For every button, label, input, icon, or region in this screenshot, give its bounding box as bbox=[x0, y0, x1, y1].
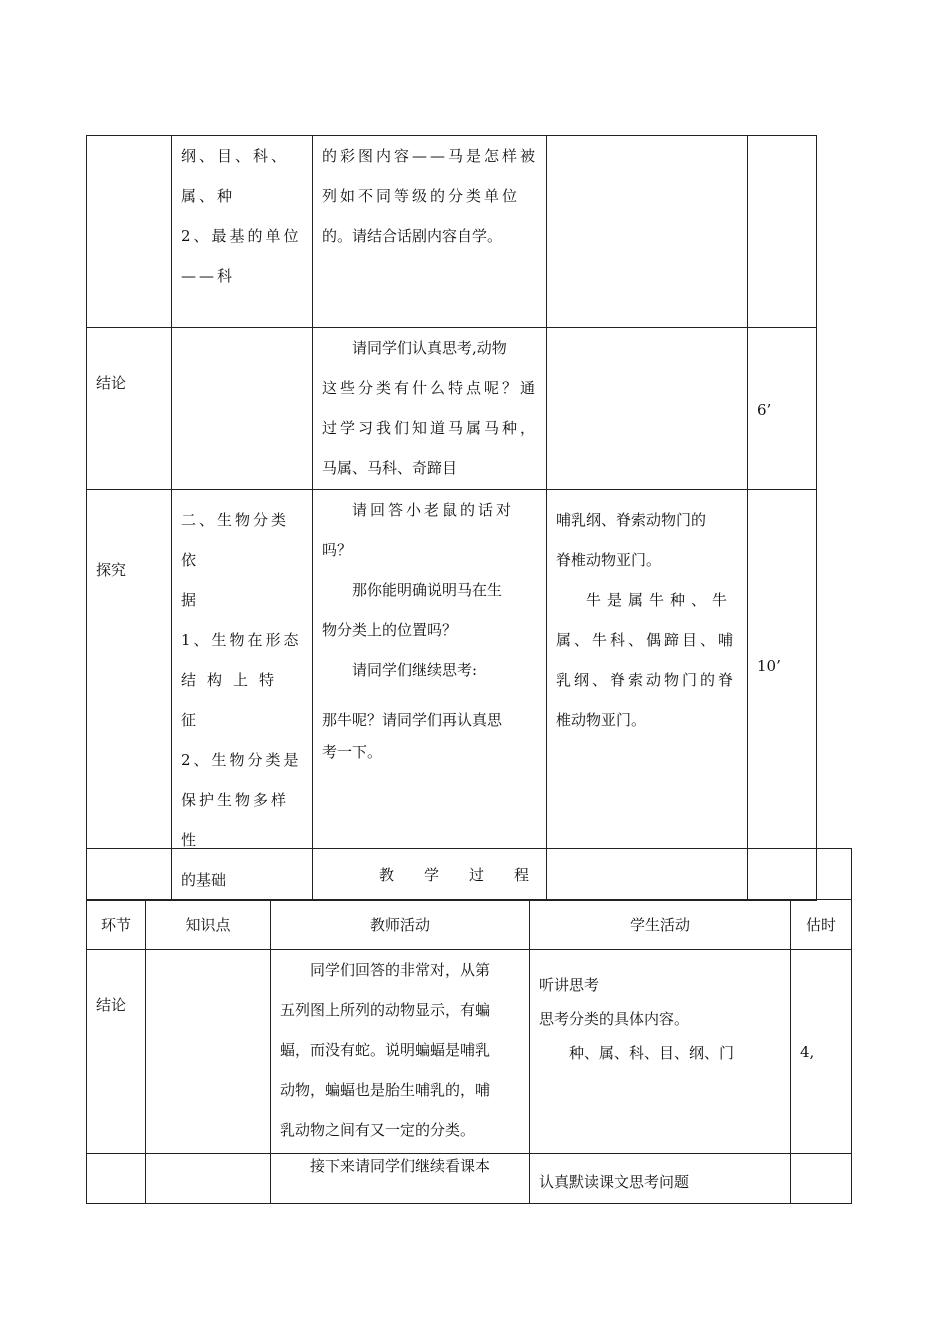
text-line: 这些分类有什么特点呢？通 bbox=[322, 379, 539, 397]
text-line: 听讲思考 bbox=[539, 976, 600, 994]
text-line: 思考分类的具体内容。 bbox=[539, 1010, 690, 1028]
knowledge-cell bbox=[172, 328, 313, 490]
text-line: 那你能明确说明马在生 bbox=[352, 581, 503, 599]
text-line: 乳纲、脊索动物门的脊 bbox=[556, 671, 737, 689]
text-line: 种、属、科、目、纲、门 bbox=[569, 1044, 735, 1062]
text-line: 属、种 bbox=[181, 187, 236, 205]
stage-cell bbox=[87, 490, 172, 901]
text-line: 接下来请同学们继续看课本 bbox=[310, 1157, 491, 1175]
lesson-table-upper bbox=[86, 135, 817, 901]
table-header-row bbox=[87, 900, 852, 950]
text-line: ——科 bbox=[181, 267, 236, 285]
knowledge-cell bbox=[172, 136, 313, 328]
stage-label: 结论 bbox=[96, 996, 127, 1014]
teacher-activity-cell bbox=[313, 136, 547, 328]
header-knowledge: 知识点 bbox=[146, 900, 271, 950]
header-stage: 环节 bbox=[87, 900, 146, 950]
text-line: 纲、目、科、 bbox=[181, 147, 290, 165]
text-line: 的。请结合话剧内容自学。 bbox=[322, 227, 503, 245]
text-line: 过学习我们知道马属马种， bbox=[322, 419, 539, 437]
time-cell bbox=[748, 328, 817, 490]
text-line: 脊椎动物亚门。 bbox=[556, 551, 662, 569]
text-line: 据 bbox=[181, 591, 197, 609]
student-activity-cell bbox=[530, 1154, 791, 1204]
student-activity-cell bbox=[547, 490, 748, 901]
text-line: 哺乳纲、脊索动物门的 bbox=[556, 511, 707, 529]
header-teacher-activity: 教师活动 bbox=[271, 900, 530, 950]
text-line: 的彩图内容——马是怎样被 bbox=[322, 147, 539, 165]
text-line: 列如不同等级的分类单位 bbox=[322, 187, 521, 205]
text-line: 请回答小老鼠的话对 bbox=[352, 501, 515, 519]
text-line: 二、生物分类依 bbox=[181, 511, 290, 569]
student-activity-cell bbox=[530, 950, 791, 1154]
lesson-table-lower bbox=[86, 848, 852, 1204]
teacher-activity-cell bbox=[271, 950, 530, 1154]
table-row bbox=[87, 950, 852, 1154]
text-line: 吗？ bbox=[322, 541, 353, 559]
text-line: 2、生物分类是 bbox=[181, 751, 302, 769]
teacher-activity-cell bbox=[313, 328, 547, 490]
stage-label: 探究 bbox=[96, 561, 127, 579]
teacher-activity-cell bbox=[313, 490, 547, 901]
text-line: 椎动物亚门。 bbox=[556, 711, 647, 729]
text-line: 请同学们认真思考,动物 bbox=[352, 339, 507, 357]
knowledge-cell bbox=[146, 1154, 271, 1204]
time-cell bbox=[791, 1154, 852, 1204]
table-row bbox=[87, 1154, 852, 1204]
table-row bbox=[87, 136, 817, 328]
time-value: 10’ bbox=[757, 657, 781, 675]
stage-cell bbox=[87, 1154, 146, 1204]
stage-label: 结论 bbox=[96, 374, 127, 392]
time-value: 6’ bbox=[757, 401, 772, 419]
time-cell bbox=[748, 490, 817, 901]
header-time: 估时 bbox=[791, 900, 852, 950]
table-title: 教学过程 bbox=[87, 849, 852, 900]
text-line: 同学们回答的非常对，从第 bbox=[310, 961, 491, 979]
text-line: 马属、马科、奇蹄目 bbox=[322, 459, 458, 477]
knowledge-cell bbox=[146, 950, 271, 1154]
text-line: 五列图上所列的动物显示，有蝙 bbox=[280, 1001, 491, 1019]
stage-cell bbox=[87, 136, 172, 328]
teacher-activity-cell bbox=[271, 1154, 530, 1204]
stage-cell bbox=[87, 328, 172, 490]
student-activity-cell bbox=[547, 136, 748, 328]
text-line: 乳动物之间有又一定的分类。 bbox=[280, 1121, 476, 1139]
time-cell bbox=[748, 136, 817, 328]
knowledge-cell bbox=[172, 490, 313, 901]
text-line: 蝠，而没有蛇。说明蝙蝠是哺乳 bbox=[280, 1041, 491, 1059]
table-row bbox=[87, 490, 817, 901]
student-activity-cell bbox=[547, 328, 748, 490]
text-line: 保护生物多样性 bbox=[181, 791, 290, 849]
table-title-row bbox=[87, 849, 852, 900]
stage-cell bbox=[87, 950, 146, 1154]
text-line: 请同学们继续思考: bbox=[352, 661, 478, 679]
text-line: 2、最基的单位 bbox=[181, 227, 302, 245]
text-line: 属、牛科、偶蹄目、哺 bbox=[556, 631, 737, 649]
text-line: 1、生物在形态 bbox=[181, 631, 302, 649]
time-value: 4, bbox=[800, 1043, 815, 1061]
header-student-activity: 学生活动 bbox=[530, 900, 791, 950]
text-line: 牛是属牛种、牛 bbox=[586, 591, 734, 609]
text-line: 动物，蝙蝠也是胎生哺乳的，哺 bbox=[280, 1081, 491, 1099]
text-line: 认真默读课文思考问题 bbox=[539, 1173, 690, 1191]
text-line: 结构上特征 bbox=[181, 671, 286, 729]
text-line: 考一下。 bbox=[322, 743, 383, 761]
time-cell bbox=[791, 950, 852, 1154]
text-line: 那牛呢？请同学们再认真思 bbox=[322, 711, 503, 729]
table-row bbox=[87, 328, 817, 490]
text-line: 物分类上的位置吗？ bbox=[322, 621, 458, 639]
text-line: 的基础 bbox=[181, 871, 227, 889]
